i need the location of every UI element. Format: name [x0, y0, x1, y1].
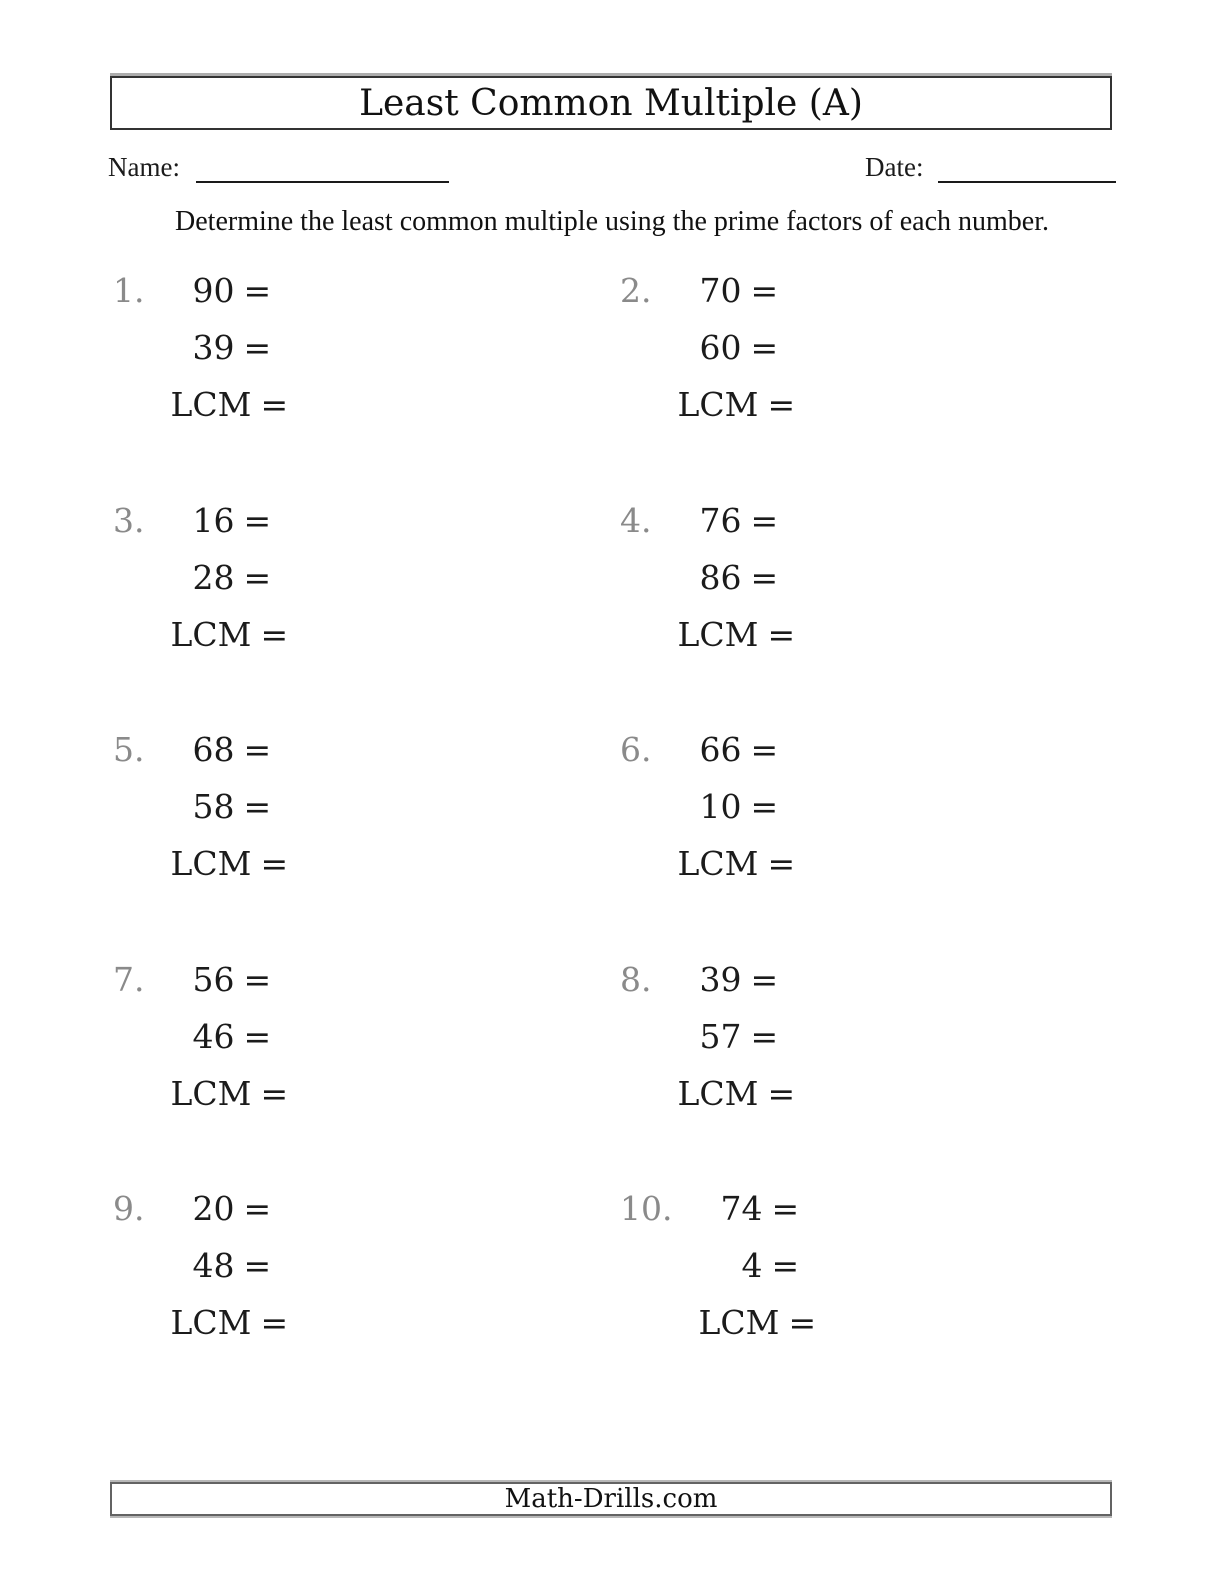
first-number-row — [171, 262, 289, 319]
problem-number: 9. — [113, 1189, 145, 1228]
first-number: 76 — [699, 501, 742, 540]
footer-box — [110, 1482, 1112, 1516]
equals-sign: = — [750, 558, 779, 597]
equals-sign: = — [750, 271, 779, 310]
problem-number: 7. — [113, 960, 145, 999]
lcm-label: LCM — [698, 1303, 780, 1342]
equals-sign: = — [243, 328, 272, 367]
problem-rows — [171, 1180, 289, 1351]
first-number: 68 — [192, 730, 235, 769]
problem-3 — [113, 492, 288, 663]
equals-sign: = — [260, 1303, 289, 1342]
second-number-row — [171, 1008, 289, 1065]
instruction-text: Determine the least common multiple using the prime factors of each number. — [175, 206, 1049, 237]
second-number: 86 — [699, 558, 742, 597]
second-number: 28 — [192, 558, 235, 597]
name-label: Name: — [108, 152, 180, 182]
equals-sign: = — [243, 501, 272, 540]
equals-sign: = — [771, 1189, 800, 1228]
first-number: 74 — [720, 1189, 763, 1228]
lcm-label: LCM — [170, 1074, 252, 1113]
lcm-row — [678, 606, 796, 663]
date-label: Date: — [865, 152, 924, 182]
second-number: 58 — [192, 787, 235, 826]
problem-number: 5. — [113, 730, 145, 769]
problem-5 — [113, 721, 288, 892]
problem-number: 2. — [620, 271, 652, 310]
first-number: 90 — [192, 271, 235, 310]
problem-6 — [620, 721, 795, 892]
equals-sign: = — [243, 960, 272, 999]
lcm-row — [678, 1065, 796, 1122]
problem-rows — [678, 262, 796, 433]
second-number-row — [171, 1237, 289, 1294]
problem-number: 8. — [620, 960, 652, 999]
equals-sign: = — [260, 844, 289, 883]
equals-sign: = — [750, 960, 779, 999]
second-number: 60 — [699, 328, 742, 367]
lcm-row — [678, 835, 796, 892]
problem-8 — [620, 951, 795, 1122]
second-number: 57 — [699, 1017, 742, 1056]
first-number-row — [678, 262, 796, 319]
first-number-row — [171, 492, 289, 549]
first-number-row — [678, 492, 796, 549]
second-number-row — [678, 549, 796, 606]
lcm-label: LCM — [170, 385, 252, 424]
problem-1 — [113, 262, 288, 433]
second-number-row — [698, 1237, 816, 1294]
date-underline — [938, 181, 1116, 183]
lcm-row — [171, 835, 289, 892]
problem-rows — [171, 492, 289, 663]
problem-number: 6. — [620, 730, 652, 769]
equals-sign: = — [767, 615, 796, 654]
first-number-row — [698, 1180, 816, 1237]
first-number: 70 — [699, 271, 742, 310]
lcm-row — [171, 376, 289, 433]
equals-sign: = — [750, 328, 779, 367]
footer-site-text: Math-Drills.com — [504, 1484, 718, 1514]
problem-rows — [698, 1180, 816, 1351]
problem-number: 3. — [113, 501, 145, 540]
lcm-row — [171, 1065, 289, 1122]
lcm-label: LCM — [170, 615, 252, 654]
problem-rows — [678, 721, 796, 892]
equals-sign: = — [750, 787, 779, 826]
equals-sign: = — [243, 271, 272, 310]
equals-sign: = — [243, 1189, 272, 1228]
equals-sign: = — [750, 501, 779, 540]
problem-rows — [171, 721, 289, 892]
lcm-row — [698, 1294, 816, 1351]
equals-sign: = — [750, 1017, 779, 1056]
second-number-row — [678, 319, 796, 376]
equals-sign: = — [243, 1246, 272, 1285]
first-number-row — [678, 721, 796, 778]
equals-sign: = — [767, 844, 796, 883]
first-number-row — [171, 721, 289, 778]
second-number-row — [678, 1008, 796, 1065]
problem-number: 1. — [113, 271, 145, 310]
second-number: 39 — [192, 328, 235, 367]
problem-rows — [678, 492, 796, 663]
first-number: 66 — [699, 730, 742, 769]
lcm-label: LCM — [170, 844, 252, 883]
first-number-row — [678, 951, 796, 1008]
second-number-row — [171, 778, 289, 835]
equals-sign: = — [243, 787, 272, 826]
first-number-row — [171, 951, 289, 1008]
equals-sign: = — [243, 1017, 272, 1056]
equals-sign: = — [750, 730, 779, 769]
first-number: 20 — [192, 1189, 235, 1228]
first-number: 56 — [192, 960, 235, 999]
equals-sign: = — [260, 385, 289, 424]
second-number: 4 — [741, 1246, 763, 1285]
lcm-label: LCM — [170, 1303, 252, 1342]
problem-10 — [620, 1180, 816, 1351]
equals-sign: = — [260, 1074, 289, 1113]
second-number: 10 — [699, 787, 742, 826]
problem-rows — [171, 951, 289, 1122]
first-number: 39 — [699, 960, 742, 999]
lcm-label: LCM — [677, 385, 759, 424]
problem-4 — [620, 492, 795, 663]
second-number: 46 — [192, 1017, 235, 1056]
second-number-row — [171, 319, 289, 376]
second-number-row — [678, 778, 796, 835]
first-number-row — [171, 1180, 289, 1237]
equals-sign: = — [243, 558, 272, 597]
equals-sign: = — [767, 385, 796, 424]
lcm-label: LCM — [677, 1074, 759, 1113]
lcm-row — [678, 376, 796, 433]
problem-rows — [171, 262, 289, 433]
problem-number: 10. — [620, 1189, 673, 1228]
problem-2 — [620, 262, 795, 433]
lcm-label: LCM — [677, 615, 759, 654]
first-number: 16 — [192, 501, 235, 540]
equals-sign: = — [767, 1074, 796, 1113]
lcm-row — [171, 606, 289, 663]
lcm-row — [171, 1294, 289, 1351]
equals-sign: = — [243, 730, 272, 769]
name-underline — [196, 181, 449, 183]
second-number: 48 — [192, 1246, 235, 1285]
problem-7 — [113, 951, 288, 1122]
equals-sign: = — [771, 1246, 800, 1285]
problem-number: 4. — [620, 501, 652, 540]
equals-sign: = — [788, 1303, 817, 1342]
problem-9 — [113, 1180, 288, 1351]
problem-rows — [678, 951, 796, 1122]
equals-sign: = — [260, 615, 289, 654]
lcm-label: LCM — [677, 844, 759, 883]
page-title: Least Common Multiple (A) — [359, 82, 863, 124]
title-box — [110, 76, 1112, 130]
second-number-row — [171, 549, 289, 606]
